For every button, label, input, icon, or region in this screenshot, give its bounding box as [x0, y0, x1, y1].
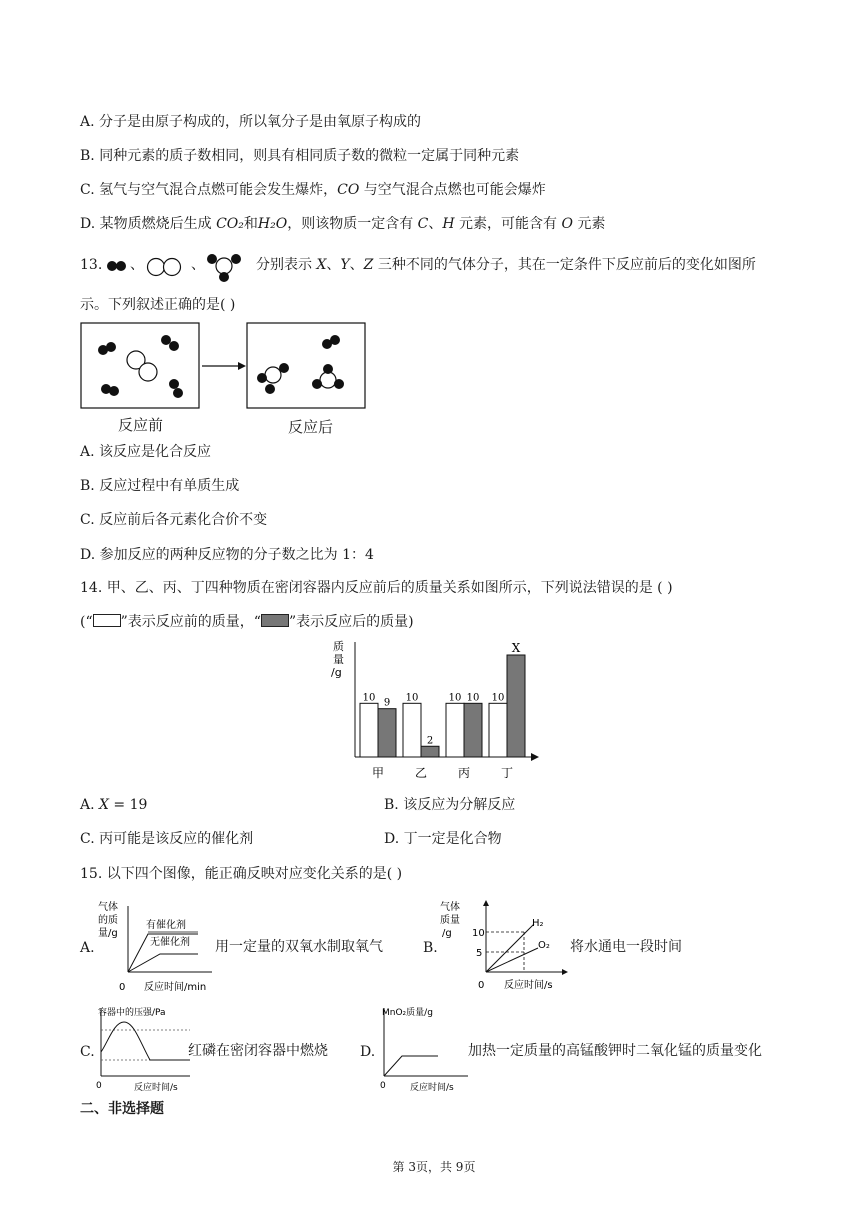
category-label-丙: 丙: [457, 766, 471, 780]
q12-d-c: C: [417, 216, 429, 232]
a-xlabel: 反应时间/min: [144, 982, 207, 993]
q15-a-text: 用一定量的双氧水制取氧气: [215, 939, 383, 955]
a-origin: 0: [119, 982, 126, 993]
bar-label-乙-1: 2: [426, 735, 434, 747]
q15-c-label: C.: [80, 1044, 95, 1060]
q14-legend-line: [80, 612, 414, 632]
q13-sep-2: 、: [191, 257, 205, 273]
a-ylabel-1: 气体: [98, 902, 118, 913]
label-before: 反应前: [118, 416, 164, 434]
a-curve-no-catalyst: [128, 954, 198, 972]
d-xlabel: 反应时间/s: [410, 1083, 454, 1093]
q12-option-c: [80, 180, 546, 200]
bar-甲-after: [378, 709, 396, 757]
q13-option-c: C. 反应前后各元素化合价不变: [80, 512, 268, 528]
b-origin: 0: [478, 980, 485, 991]
q12-d-o: O: [561, 216, 573, 232]
q14-legend-close: ”表示反应后的质量): [288, 614, 414, 630]
b-y-arrow-icon: [483, 900, 489, 906]
category-label-乙: 乙: [414, 766, 428, 780]
q12-c-text-1: C. 氢气与空气混合点燃可能会发生爆炸，: [80, 182, 338, 198]
b-ylabel-3: /g: [442, 928, 452, 939]
q13-z: Z: [363, 257, 374, 273]
q15-d-label: D.: [360, 1044, 376, 1060]
q13-option-d: D. 参加反应的两种反应物的分子数之比为 1：4: [80, 547, 374, 563]
q13-s2: 、: [349, 257, 364, 273]
molecule-z-icon: [207, 254, 241, 282]
q15-d-text: 加热一定质量的高锰酸钾时二氧化锰的质量变化: [468, 1043, 762, 1059]
q13-x: X: [316, 257, 327, 273]
molecule-y-icon: [148, 259, 181, 276]
q14-option-b: B. 该反应为分解反应: [384, 797, 516, 813]
q15-graph-c: [94, 1002, 194, 1094]
a-curve2-label: 无催化剂: [150, 937, 190, 948]
q12-d-text-2: ，则该物质一定含有: [287, 216, 418, 232]
b-h2-label: H₂: [532, 918, 544, 929]
q14-legend-mid: ”表示反应前的质量，“: [120, 614, 261, 630]
q12-d-h2o: H₂O: [257, 216, 288, 232]
q15-b-text: 将水通电一段时间: [570, 939, 682, 955]
q13-text-2: 三种不同的气体分子，其在一定条件下反应前后的变化如图所: [373, 257, 756, 273]
bar-丁-after: [507, 655, 525, 757]
b-h2-line: [486, 924, 534, 972]
legend-before-swatch: [93, 614, 121, 627]
b-tick-10: 10: [472, 928, 485, 939]
bar-丙-after: [464, 703, 482, 757]
bar-丙-before: [446, 703, 464, 757]
chart-ylabel-3: /g: [331, 666, 342, 679]
arrow-head-icon: [238, 362, 246, 370]
q14-bar-chart: [325, 636, 555, 784]
c-origin: 0: [96, 1081, 102, 1091]
molecule-x-icon: [107, 261, 126, 271]
q12-c-text-2: 与空气混合点燃也可能会爆炸: [359, 182, 546, 198]
q13-stem-line-1: [256, 255, 756, 275]
q12-option-b: B. 同种元素的质子数相同，则具有相同质子数的微粒一定属于同种元素: [80, 148, 520, 164]
q14-option-a: [80, 795, 147, 815]
q13-stem-line-2: 示。下列叙述正确的是( ): [80, 297, 236, 313]
q13-molecule-legend: [104, 252, 254, 282]
page-footer: 第 3页，共 9页: [392, 1160, 476, 1174]
b-tick-5: 5: [476, 948, 483, 959]
bar-label-乙-0: 10: [405, 692, 419, 704]
q14-a-post: = 19: [108, 797, 148, 813]
chart-x-arrow-icon: [531, 753, 539, 761]
q14-option-d: D. 丁一定是化合物: [384, 831, 502, 847]
q13-option-b: B. 反应过程中有单质生成: [80, 478, 240, 494]
q12-d-co2: CO₂: [216, 216, 244, 232]
q12-option-a: A. 分子是由原子构成的，所以氧分子是由氧原子构成的: [80, 114, 422, 130]
q14-stem: 14. 甲、乙、丙、丁四种物质在密闭容器内反应前后的质量关系如图所示，下列说法错误的是 ( ): [80, 580, 673, 596]
label-after: 反应后: [288, 418, 334, 436]
q12-d-and: 和: [243, 216, 258, 232]
q12-c-co: CO: [337, 182, 360, 198]
c-xlabel: 反应时间/s: [134, 1083, 178, 1093]
b-o2-label: O₂: [538, 940, 550, 951]
q13-sep-1: 、: [130, 257, 144, 273]
category-label-甲: 甲: [371, 766, 385, 780]
q15-c-text: 红磷在密闭容器中燃烧: [188, 1043, 328, 1059]
q15-stem: 15. 以下四个图像，能正确反映对应变化关系的是( ): [80, 866, 403, 882]
q13-text-1: 分别表示: [256, 257, 317, 273]
q14-a-x: X: [99, 797, 109, 813]
c-ylabel: 容器中的压强/Pa: [98, 1008, 166, 1018]
bar-甲-before: [360, 703, 378, 757]
bar-label-甲-1: 9: [383, 697, 391, 709]
q15-graph-a: [94, 898, 214, 994]
q14-a-pre: A.: [80, 797, 100, 813]
q15-graph-b: [438, 898, 570, 994]
q14-option-c: C. 丙可能是该反应的催化剂: [80, 831, 254, 847]
chart-ylabel-2: 量: [333, 653, 344, 666]
bar-label-丙-1: 10: [466, 692, 480, 704]
q12-option-d: [80, 214, 605, 234]
bar-乙-after: [421, 746, 439, 757]
q15-graph-d: [378, 1002, 470, 1094]
bar-label-丁-0: 10: [491, 692, 505, 704]
q15-a-label: A.: [80, 940, 95, 956]
q14-legend-open: (“: [80, 614, 93, 630]
a-curve1-label: 有催化剂: [146, 920, 186, 931]
b-xlabel: 反应时间/s: [504, 980, 553, 991]
c-curve: [101, 1022, 190, 1060]
chart-ylabel-1: 质: [333, 640, 344, 653]
b-ylabel-2: 质量: [440, 915, 460, 926]
q12-d-h: H: [442, 216, 455, 232]
q13-s1: 、: [326, 257, 341, 273]
q12-d-text-1: D. 某物质燃烧后生成: [80, 216, 217, 232]
a-ylabel-3: 量/g: [98, 928, 118, 939]
bar-label-丙-0: 10: [448, 692, 462, 704]
q15-b-label: B.: [423, 940, 438, 956]
q13-number: 13.: [80, 257, 103, 273]
category-label-丁: 丁: [500, 766, 514, 780]
q12-d-text-3: 元素，可能含有: [454, 216, 562, 232]
b-ylabel-1: 气体: [440, 902, 460, 913]
q12-d-text-4: 元素: [572, 216, 606, 232]
bar-label-丁-1: X: [511, 641, 521, 655]
legend-after-swatch: [261, 614, 289, 627]
b-x-arrow-icon: [562, 969, 568, 975]
d-origin: 0: [380, 1081, 386, 1091]
bar-乙-before: [403, 703, 421, 757]
section-title: 二、非选择题: [80, 1101, 164, 1117]
a-ylabel-2: 的质: [98, 915, 118, 926]
bar-丁-before: [489, 703, 507, 757]
after-box: [247, 323, 365, 408]
d-ylabel: MnO₂质量/g: [382, 1008, 433, 1018]
d-curve: [384, 1056, 438, 1076]
q13-y: Y: [340, 257, 350, 273]
q12-d-sep: 、: [428, 216, 443, 232]
bar-label-甲-0: 10: [362, 692, 376, 704]
b-o2-line: [486, 948, 538, 972]
q13-option-a: A. 该反应是化合反应: [80, 444, 212, 460]
